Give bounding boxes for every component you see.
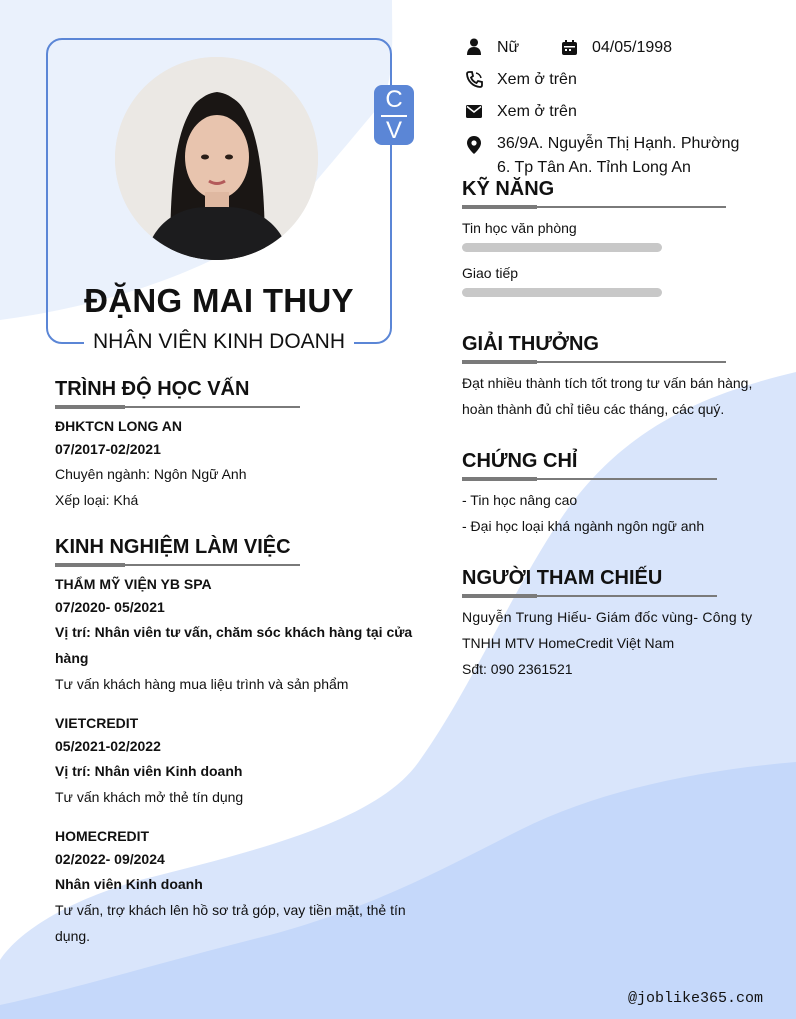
reference-line-1: Nguyễn Trung Hiếu- Giám đốc vùng- Công ty [462,609,753,625]
certificate-1: - Tin học nâng cao [462,492,578,508]
awards-text-1: Đạt nhiều thành tích tốt trong tư vấn bán hàng, [462,375,753,391]
user-icon [466,38,482,55]
job-3-position: Nhân viên Kinh doanh [55,876,203,892]
education-period: 07/2017-02/2021 [55,441,161,457]
certificates-rule [462,478,717,481]
cv-badge [374,85,414,145]
email-icon [466,105,482,118]
experience-rule [55,564,300,567]
job-1-position: Vị trí: Nhân viên tư vấn, chăm sóc khách hàng tại cửa [55,624,413,640]
references-heading: NGƯỜI THAM CHIẾU [462,567,663,589]
skill-1-bar [462,243,662,252]
skill-2-label: Giao tiếp [462,265,519,281]
education-grade: Xếp loại: Khá [55,492,139,508]
watermark: @joblike365.com [628,990,764,1007]
calendar-icon [562,40,577,55]
job-2-description: Tư vấn khách mở thẻ tín dụng [55,789,244,805]
education-school: ĐHKTCN LONG AN [55,418,183,434]
phone-icon [466,71,483,88]
skill-2-bar [462,288,662,297]
job-3-period: 02/2022- 09/2024 [55,851,165,867]
address-line-1: 36/9A. Nguyễn Thị Hạnh. Phường [497,135,740,152]
skills-heading: KỸ NĂNG [462,178,555,200]
gender-value: Nữ [497,39,520,56]
candidate-name: ĐẶNG MAI THUY [84,282,354,319]
skill-1-label: Tin học văn phòng [462,220,577,236]
cv-badge-top: C [385,86,403,113]
awards-text-2: hoàn thành đủ chỉ tiêu các tháng, các quý. [462,401,725,417]
job-3-description-cont: dụng. [55,928,91,944]
awards-heading: GIẢI THƯỞNG [462,333,599,355]
avatar-illustration [115,57,318,260]
job-1-description: Tư vấn khách hàng mua liệu trình và sản phẩm [55,676,349,692]
education-heading: TRÌNH ĐỘ HỌC VẤN [55,378,250,400]
education-rule [55,406,300,409]
job-3-company: HOMECREDIT [55,828,150,844]
experience-heading: KINH NGHIỆM LÀM VIỆC [55,536,291,558]
certificate-2: - Đại học loại khá ngành ngôn ngữ anh [462,518,705,534]
job-1-position-cont: hàng [55,650,89,666]
address-line-2: 6. Tp Tân An. Tỉnh Long An [497,159,691,176]
birthday-value: 04/05/1998 [592,39,673,56]
certificates-heading: CHỨNG CHỈ [462,450,578,472]
job-2-position: Vị trí: Nhân viên Kinh doanh [55,763,243,779]
references-rule [462,595,717,598]
location-icon [467,136,481,154]
job-2-period: 05/2021-02/2022 [55,738,161,754]
profile-photo [115,57,318,260]
job-1-period: 07/2020- 05/2021 [55,599,165,615]
phone-value: Xem ở trên [497,71,577,88]
email-value: Xem ở trên [497,103,577,120]
cv-badge-bottom: V [385,117,402,144]
job-1-company: THẨM MỸ VIỆN YB SPA [55,576,212,592]
candidate-title: NHÂN VIÊN KINH DOANH [92,330,346,353]
job-2-company: VIETCREDIT [55,715,139,731]
education-major: Chuyên ngành: Ngôn Ngữ Anh [55,466,247,482]
skills-rule [462,206,726,209]
reference-phone: Sđt: 090 2361521 [462,661,573,677]
reference-line-2: TNHH MTV HomeCredit Việt Nam [462,635,675,651]
awards-rule [462,361,726,364]
job-3-description: Tư vấn, trợ khách lên hồ sơ trả góp, vay tiền mặt, thẻ tín [55,902,406,918]
